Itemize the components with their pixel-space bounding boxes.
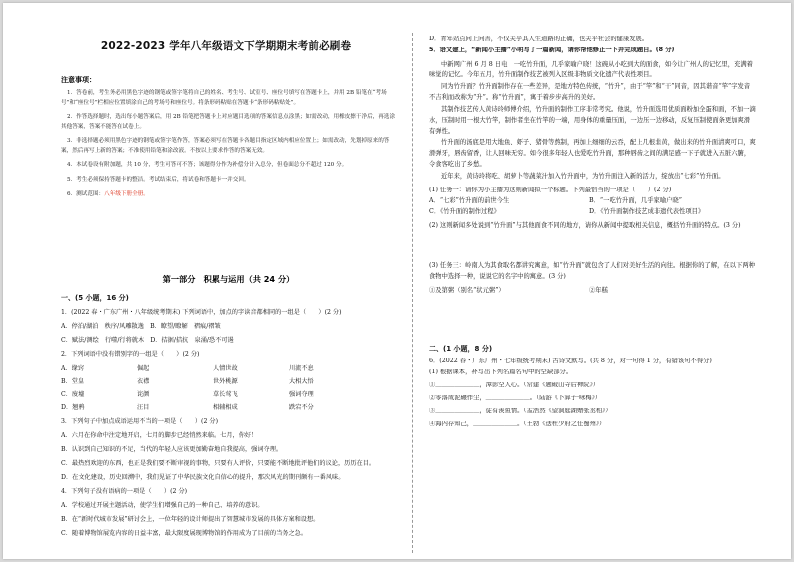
option-cell: 跌宕不分	[289, 404, 314, 411]
left-questions	[61, 293, 396, 537]
poem-blank-line: ①＿＿＿＿＿＿＿，潭影空人心。（常建《题破山寺后禅院》）	[429, 381, 600, 388]
question-2-options	[61, 389, 396, 398]
question-1-option: C．赋法/测绘 行噬/行将就木 D．拮据/拮抗 泉涌/恐不可遏	[61, 337, 234, 344]
question-4-option: C．随着博物馆展览内容的日益丰富，最大限度展现博物馆的作用成为了目前的当务之急。	[61, 530, 308, 537]
notice-item: 5．考生必须保持答题卡的整洁。考试结束后，将试卷和答题卡一并交回。	[67, 176, 250, 183]
question-6-sub: (1) 根据课本，补写出下列名篇名句中的空缺部分。	[429, 369, 573, 376]
task-1: (1) 任务一：请你为小主播为这则新闻拟一个标题。下列最恰当的一项是（ ）(2 分)	[429, 186, 672, 193]
task-1-options	[429, 198, 756, 204]
question-3-option: A．六月在你命中注定地开启，七月的脚步已经悄然来临。七月，你好！	[61, 432, 258, 439]
question-3-option: B．认识到自己知识的不足，当代的年轻人应该更加勤奋地自我提高，强词夺理。	[61, 446, 283, 453]
section-two-heading: 二、(1 小题，8 分)	[429, 345, 493, 353]
option-cell: 川流不息	[289, 365, 314, 372]
notice-item: 4．本试卷设有附加题，共 10 分，考生可答可不答；该题得分作为补偿分计入总分，但卷面总分不超过 120 分。	[67, 162, 348, 169]
option-cell: ②年糕	[589, 286, 608, 294]
poem-blank-line: ②零落成泥碾作尘，＿＿＿＿＿＿＿。（陆游《卜算子·咏梅》）	[429, 394, 602, 401]
notice-heading: 注意事项：	[61, 76, 96, 84]
option-cell: 汪目	[137, 404, 150, 411]
news-paragraph: 同为竹升面？竹升面制作存在一些差异，是地方特色传统，“竹升”，由于“竿”和“干”同音，因其谐音“竿”字发音不吉利而改称为“升”。称“竹升面”，寓于着步步高升的美好。	[429, 83, 751, 102]
option-cell: C．废墟	[61, 391, 85, 398]
option-cell: 倔起	[137, 365, 150, 372]
question-2-options	[61, 376, 396, 385]
question-5: 5．语文建上，“新闻小主播”小明写了一篇新闻，请你帮他修正一下并完成题目。(8 分)	[429, 47, 675, 54]
question-2-options	[61, 402, 396, 411]
question-4: 4．下列句子没有语病的一项是（ ）(2 分)	[61, 488, 188, 495]
question-1: 1．(2022 春・广东广州・八年级统考期末) 下列词语中，加点的字读音都相同的一组是（ ）(2 分)	[61, 309, 342, 316]
question-2: 2．下列词语中没有错别字的一组是（ ）(2 分)	[61, 351, 200, 358]
poem-blank-line: ④海内存知己，＿＿＿＿＿＿＿。（王勃《送杜少府之任蜀州》）	[429, 421, 606, 428]
option-cell: D．《竹升面制作技艺成非遗代表性项目》	[589, 208, 705, 216]
option-cell: 衣襟	[137, 378, 150, 385]
news-passage	[429, 60, 756, 183]
part-one-title: 第一部分 积累与运用（共 24 分）	[162, 274, 295, 284]
option-cell: 世外桃源	[213, 378, 238, 385]
notice-item-scope	[61, 190, 396, 200]
notice-item: 3．非选择题必须用黑色字迹的钢笔或签字笔作答，答案必须写在答题卡各题目指定区域内相应位置上；如需改动，先划掉原来的答案，然后再写上新的答案；不准使用铅笔和涂改液。不按以上要求作答的答案无效。	[61, 138, 390, 155]
option-cell: 人情世故	[213, 365, 238, 372]
option-cell: C．《竹升面的制作过程》	[429, 208, 500, 216]
question-2-options	[61, 363, 396, 372]
scope-label: 6．测试范围：	[67, 191, 105, 198]
question-4-option: B．在“新时代城市发展”研讨会上，一位年轻的设计师提出了智慧城市发展的具体方案和设想。	[61, 516, 320, 523]
task-3-options	[429, 288, 756, 294]
option-cell: A．“七彩”竹升面的前世今生	[429, 197, 510, 204]
question-3-option: D．在文化建设，历史回溯中，我们见证了中华民族文化自信心的提升，那次风光的期刊颇有一番风味。	[61, 474, 345, 481]
option-cell: A．缘窍	[61, 365, 85, 372]
option-cell: D．翘鸦	[61, 404, 85, 411]
question-6: 6．(2022 春・广东广州・七年级统考期末) 古诗文默写。(共 8 分，对一句得 1 分，有错该句不得分)	[429, 358, 712, 364]
exam-title: 2022-2023 学年八年级语文下学期期末考前必刷卷	[100, 40, 352, 52]
question-4-option: A．学校通过开展主题活动，使学生们增强自己的一种自己、培养的意识。	[61, 502, 264, 509]
news-paragraph: 中新网广州 6 月 8 日电 一吃竹升面，几乎家喻户晓！这碗从小吃到大的面食，如今让广州人的记忆里，充满着味觉的记忆。今年五月，竹升面制作技艺被列入区级非物质文化遗产代表性项目。	[429, 60, 753, 79]
option-cell: 草长莺飞	[213, 391, 238, 398]
option-cell: 相辅相成	[213, 404, 238, 411]
exam-paper	[3, 3, 791, 559]
option-cell: ①及第粥（别名“状元粥”）	[429, 286, 505, 294]
task-2: (2) 这则新闻多处说到“竹升面”与其他面食不同的地方，请你从新闻中提取相关信息，概括竹升面的特点。(3 分)	[429, 221, 741, 229]
scope-value: 八年级下册全册。	[104, 191, 149, 198]
column-divider	[412, 33, 413, 553]
notice-section	[61, 75, 396, 205]
option-cell: 大相大悟	[289, 378, 314, 385]
question-3-option: C．最热烈欢迎的东西，也正是我们要不断审视的事物，只要有人评价，只要能不断地批评他们的议论，历历在目。	[61, 460, 376, 467]
news-paragraph: 其制作技艺传人黄诗玲师傅介绍，竹升面的制作工序非常考究。他说，竹升面选用优质面粉加全蛋和面，不加一滴水，压制时用一根大竹竿，制作者坐在竹竿的一端，用身体的重量压面，一边压一边移动，反复压制使面条更加爽滑有弹性。	[429, 105, 756, 135]
news-paragraph: 竹升面的汤底是用大地鱼、虾子、猪骨等熬制，再加上细细的云吞，配上几根韭黄，做出来的竹升面清爽可口，爽滑弹牙，唇齿留香，让人回味无穷。如今很多年轻人也爱吃竹升面，那种唇齿之间的满足感一下子就进入五脏六腑，令食客吃出了乡愁。	[429, 139, 756, 169]
task-1-options	[429, 209, 756, 215]
notice-item: 2．作答选择题时，选出每小题答案后，用 2B 铅笔把答题卡上对应题目选项的答案信息点涂黑；如需改动，用橡皮擦干净后，再选涂其他答案，答案不能答在试卷上。	[61, 114, 396, 130]
question-3: 3．下列句子中加点成语运用不当的一项是（ ）(2 分)	[61, 418, 218, 425]
question-1-option: A．停泊/湖泊 秩序/风雕散逸 B．瞭望/瞭解 褶痕/褶皱	[61, 323, 221, 330]
option-cell: 诧颜	[137, 391, 150, 398]
option-cell: B．堂皇	[61, 378, 85, 385]
question-4-option: D．青年站点向上向善，不仅关乎其人生道路的正确，也关乎社会的健康发展。	[429, 36, 649, 42]
option-cell: 强词夺理	[289, 391, 314, 398]
task-3: (3) 任务三：岭南人为其食取名都讲究寓意，如“竹升面”就包含了人们对美好生活的向往。根据你的了解，在以下两种食物中选择一种，说说它的名字中的寓意。(3 分)	[429, 262, 755, 280]
notice-item: 1．答卷前，考生务必用黑色字迹的钢笔或签字笔将自己的姓名、考生号、试室号、座位号填写在答题卡上，并用 2B 铅笔在“考场号”和“座位号”栏相应位置填涂自己的考场号和座位号。将条形码粘贴在答题卡“条形码粘贴处”。	[61, 90, 387, 106]
section-one-heading: 一、(5 小题，16 分)	[61, 294, 129, 302]
right-column	[429, 36, 756, 428]
poem-blank-line: ③＿＿＿＿＿＿＿，徒有羡鱼情。（孟浩然《望洞庭湖赠张丞相》）	[429, 408, 612, 415]
option-cell: B．“一吃竹升面，几乎家喻户晓”	[589, 197, 682, 204]
news-paragraph: 近年来，黄诗玲将吃、胡萝卜等蔬菜汁加入竹升面中，为竹升面注入新的活力，绽放出“七彩”竹升面。	[441, 172, 725, 180]
